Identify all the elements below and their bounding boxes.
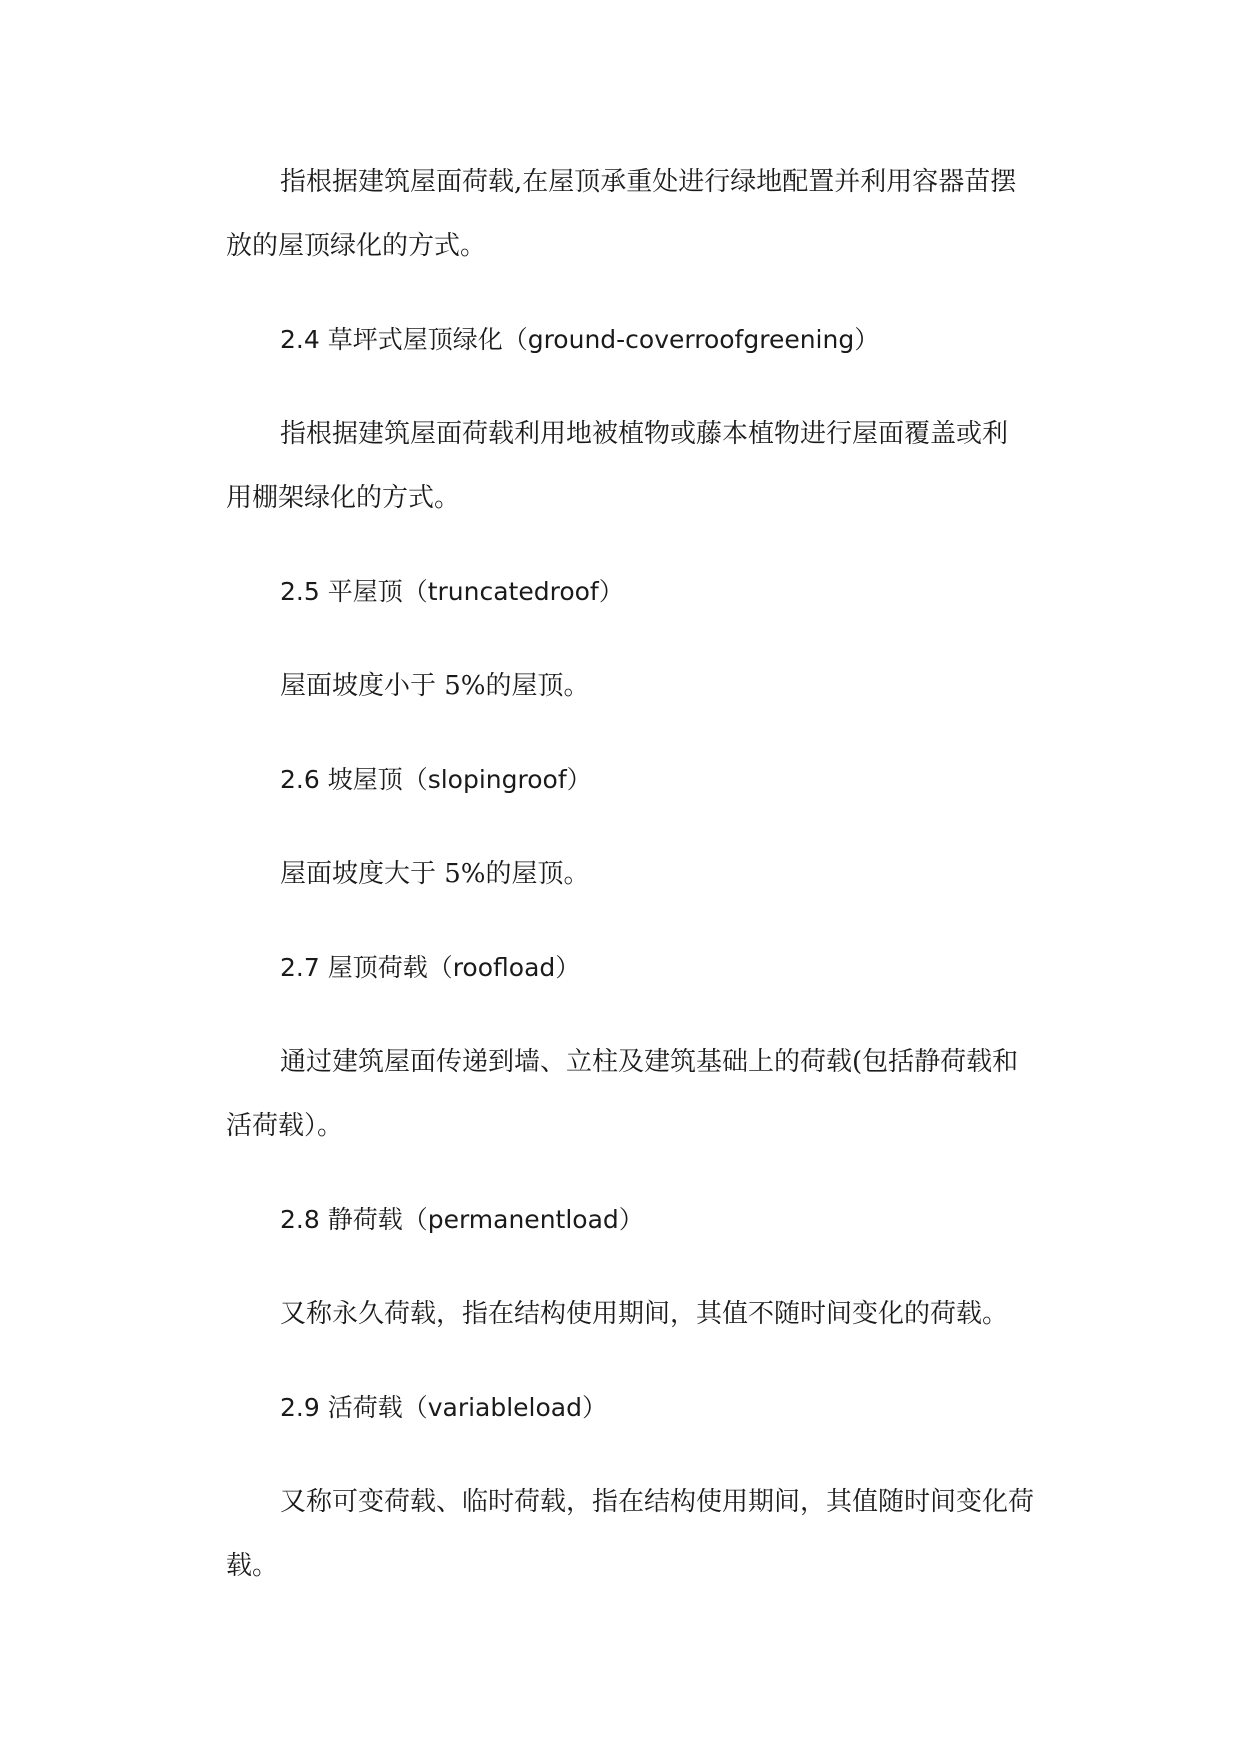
section-heading-2-4: 2.4 草坪式屋顶绿化（ground-coverroofgreening） (280, 325, 880, 354)
paragraph-line: 载。 (226, 1551, 279, 1581)
section-heading-2-9: 2.9 活荷载（variableload） (280, 1393, 607, 1422)
paragraph-line: 放的屋顶绿化的方式。 (226, 231, 487, 261)
paragraph-line: 指根据建筑屋面荷载,在屋顶承重处进行绿地配置并利用容器苗摆 (280, 167, 1017, 197)
paragraph-line: 指根据建筑屋面荷载利用地被植物或藤本植物进行屋面覆盖或利 (280, 419, 1009, 449)
paragraph-line: 又称永久荷载，指在结构使用期间，其值不随时间变化的荷载。 (280, 1299, 1009, 1329)
section-heading-2-7: 2.7 屋顶荷载（roofload） (280, 953, 581, 982)
paragraph-line: 用棚架绿化的方式。 (226, 483, 461, 513)
paragraph-line: 又称可变荷载、临时荷载，指在结构使用期间，其值随时间变化荷 (280, 1487, 1035, 1517)
paragraph-line: 屋面坡度大于 5%的屋顶。 (280, 859, 590, 889)
paragraph-line: 活荷载）。 (226, 1111, 344, 1141)
section-heading-2-5: 2.5 平屋顶（truncatedroof） (280, 577, 624, 606)
paragraph-line: 通过建筑屋面传递到墙、立柱及建筑基础上的荷载(包括静荷载和 (280, 1047, 1019, 1077)
section-heading-2-8: 2.8 静荷载（permanentload） (280, 1205, 644, 1234)
section-heading-2-6: 2.6 坡屋顶（slopingroof） (280, 765, 592, 794)
paragraph-line: 屋面坡度小于 5%的屋顶。 (280, 671, 590, 701)
